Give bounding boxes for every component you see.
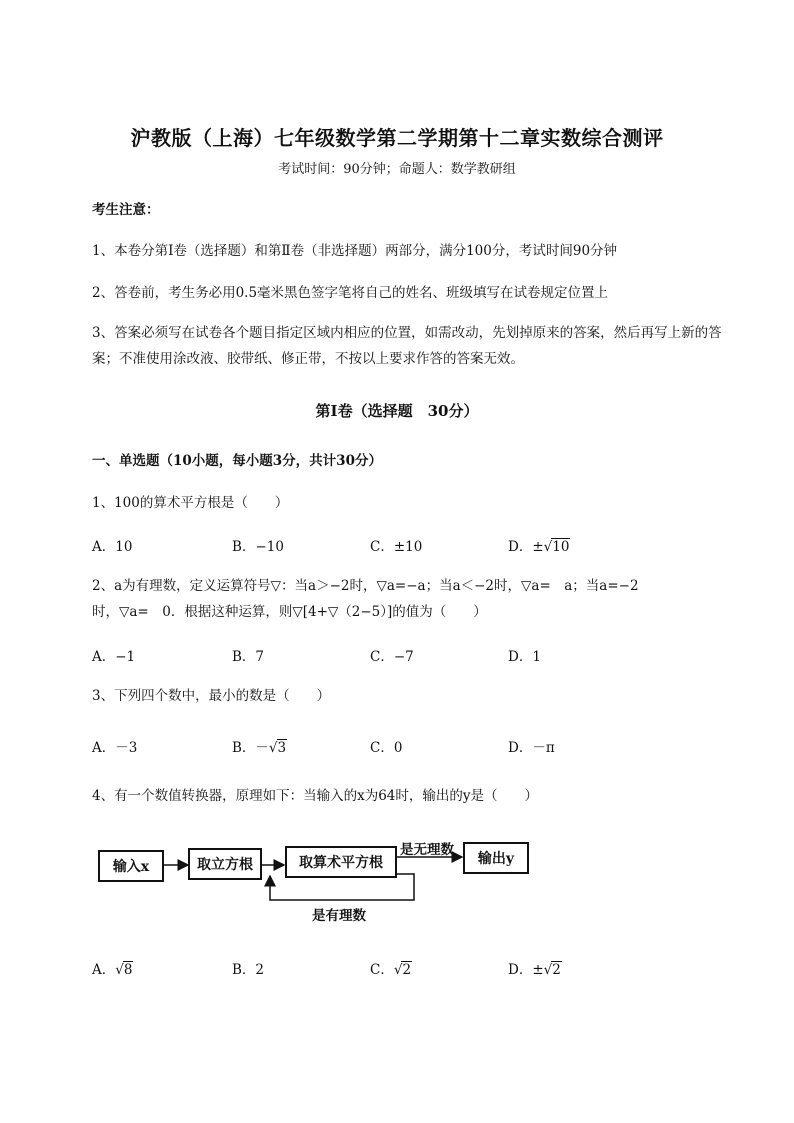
radicand: 2 [402,962,412,978]
sqrt-symbol: √2 [393,962,412,978]
box-input: 输入x [98,850,164,882]
option-c-prefix: C． [370,962,394,978]
question-1-options [92,535,652,555]
question-4-text: 4、有一个数值转换器，原理如下：当输入的x为64时，输出的y是（ ） [92,788,539,804]
page-title: 沪教版（上海）七年级数学第二学期第十二章实数综合测评 [130,126,664,150]
box-output: 输出y [463,842,529,874]
radicand: 2 [552,962,561,978]
option-b [232,736,287,756]
question-1-text: 1、100的算术平方根是（ ） [92,495,289,511]
radicand: 8 [123,962,133,978]
option-b-prefix: B．－ [232,740,269,756]
notice-heading: 考生注意： [92,202,160,218]
notice-item-2: 2、答卷前，考生务必用0.5毫米黑色签字笔将自己的姓名、班级填写在试卷规定位置上 [92,285,609,301]
box-square-root: 取算术平方根 [285,846,397,878]
page-subtitle: 考试时间：90分钟；命题人：数学教研组 [278,162,516,177]
question-2-options [92,645,652,665]
option-c: C．±10 [370,539,423,555]
option-c: C．−7 [370,649,414,665]
label-rational: 是有理数 [312,908,366,924]
question-4-options [92,958,652,978]
option-d [508,535,570,555]
option-a [92,958,133,978]
option-a-prefix: A． [92,962,116,978]
sqrt-symbol: √3 [268,740,287,756]
option-b: B．−10 [232,539,284,555]
sqrt-symbol: √8 [115,962,133,978]
question-3-text: 3、下列四个数中，最小的数是（ ） [92,688,331,704]
option-d-prefix: D．± [508,962,544,978]
option-a: A．－3 [92,740,138,756]
radicand: 3 [277,740,287,756]
converter-flowchart [92,830,542,930]
notice-item-3: 3、答案必须写在试卷各个题目指定区域内相应的位置，如需改动，先划掉原来的答案，然后再写上新的答案；不准使用涂改液、胶带纸、修正带，不按以上要求作答的答案无效。 [92,325,722,367]
sqrt-symbol: √10 [543,539,570,555]
option-a: A．10 [92,539,133,555]
box-cube-root: 取立方根 [188,848,262,880]
question-2-line-2: 时，▽a= 0．根据这种运算，则▽[4+▽（2−5）]的值为（ ） [92,604,487,620]
option-c [370,958,412,978]
section-title: 第I卷（选择题 30分） [315,402,479,420]
question-3-options [92,736,652,756]
option-d [508,958,562,978]
question-2-line-1: 2、a为有理数，定义运算符号▽：当a＞−2时，▽a=−a；当a＜−2时，▽a= a；当a=−2 [92,578,639,594]
option-d: D．1 [508,649,541,665]
label-irrational: 是无理数 [400,842,454,858]
part-heading: 一、单选题（10小题，每小题3分，共计30分） [92,453,382,469]
option-d-prefix: D．± [508,539,544,555]
option-b: B．7 [232,649,265,665]
option-c: C．0 [370,740,403,756]
radicand: 10 [552,539,570,555]
option-d: D．－π [508,740,555,756]
option-a: A．−1 [92,649,136,665]
option-b: B．2 [232,962,265,978]
sqrt-symbol: √2 [543,962,561,978]
notice-item-1: 1、本卷分第I卷（选择题）和第Ⅱ卷（非选择题）两部分，满分100分，考试时间90分钟 [92,243,618,259]
